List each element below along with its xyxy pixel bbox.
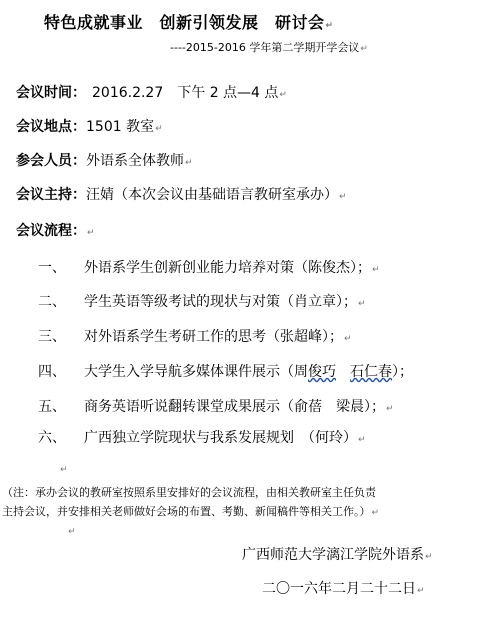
note-line-2-text: 主持会议，并安排相关老师做好会场的布置、考勤、新闻稿件等相关工作。） (2, 505, 371, 518)
document-subtitle (170, 42, 368, 54)
agenda-item-3 (84, 330, 352, 344)
paragraph-mark: ↵ (339, 192, 347, 202)
agenda-item-4-name-1: 俊巧 (308, 364, 336, 380)
paragraph-mark: ↵ (185, 158, 193, 168)
agenda-item-4-separator (336, 364, 350, 380)
agenda-item-3-text: 对外语系学生考研工作的思考（张超峰）； (84, 329, 343, 345)
agenda-item-5 (84, 400, 394, 414)
agenda-item-3-number: 三、 (38, 329, 66, 345)
agenda-item-4-name-2: 石仁春 (350, 364, 392, 380)
meeting-place-row (16, 120, 163, 134)
host-row (16, 188, 347, 202)
paragraph-mark: ↵ (279, 90, 287, 100)
note-line-2 (2, 506, 379, 518)
agenda-item-4-text-post: ）； (392, 364, 413, 380)
paragraph-mark: ↵ (372, 265, 380, 275)
signature-date (262, 582, 425, 596)
meeting-place-value: 1501 教室 (86, 119, 155, 135)
agenda-item-5-text: 商务英语听说翻转课堂成果展示（俞蓓 梁晨）； (84, 399, 385, 415)
agenda-label: 会议流程： (16, 223, 86, 239)
attendees-value: 外语系全体教师 (86, 153, 184, 169)
agenda-item-6-text: 广西独立学院现状与我系发展规划 （何玲） (84, 430, 357, 446)
paragraph-mark: ↵ (358, 299, 366, 309)
signature-org-text: 广西师范大学漓江学院外语系 (242, 547, 424, 563)
agenda-heading-row (16, 224, 95, 238)
agenda-item-2 (84, 295, 366, 309)
host-label: 会议主持： (16, 187, 86, 203)
host-value: 汪婧（本次会议由基础语言教研室承办） (86, 187, 338, 203)
paragraph-mark: ↵ (386, 404, 394, 414)
agenda-item-6-number: 六、 (38, 430, 66, 446)
agenda-item-1-text: 外语系学生创新创业能力培养对策（陈俊杰）； (84, 260, 371, 276)
title-text: 特色成就事业 创新引领发展 研讨会 (44, 13, 325, 32)
agenda-item-2-number: 二、 (38, 294, 66, 310)
signature-org (242, 548, 433, 562)
agenda-item-2-text: 学生英语等级考试的现状与对策（肖立章）； (84, 294, 357, 310)
agenda-item-4 (84, 365, 413, 379)
note-line-1: （注：承办会议的教研室按照系里安排好的会议流程，由相关教研室主任负责 (2, 486, 376, 499)
empty-paragraph-mark: ↵ (60, 465, 68, 475)
agenda-item-5-number: 五、 (38, 399, 66, 415)
attendees-label: 参会人员： (16, 153, 86, 169)
agenda-item-1 (84, 261, 380, 275)
agenda-item-4-text-pre: 大学生入学导航多媒体课件展示（周 (84, 364, 308, 380)
paragraph-mark: ↵ (360, 44, 368, 54)
paragraph-mark: ↵ (325, 21, 334, 31)
meeting-place-label: 会议地点： (16, 119, 86, 135)
signature-date-text: 二〇一六年二月二十二日 (262, 581, 416, 597)
paragraph-mark: ↵ (425, 552, 433, 562)
paragraph-mark: ↵ (155, 124, 163, 134)
paragraph-mark: ↵ (87, 228, 95, 238)
paragraph-mark: ↵ (417, 586, 425, 596)
meeting-time-row (16, 86, 287, 100)
empty-paragraph-mark: ↵ (68, 527, 76, 537)
agenda-item-4-number: 四、 (38, 364, 66, 380)
paragraph-mark: ↵ (371, 508, 380, 518)
meeting-time-value: 2016.2.27 下午 2 点—4 点 (92, 85, 279, 101)
meeting-time-label: 会议时间： (16, 85, 86, 101)
subtitle-text: ----2015-2016 学年第二学期开学会议 (170, 41, 360, 54)
paragraph-mark: ↵ (358, 435, 366, 445)
agenda-item-6 (84, 431, 366, 445)
attendees-row (16, 154, 193, 168)
agenda-item-1-number: 一、 (38, 260, 66, 276)
paragraph-mark: ↵ (344, 334, 352, 344)
document-title (44, 15, 334, 31)
